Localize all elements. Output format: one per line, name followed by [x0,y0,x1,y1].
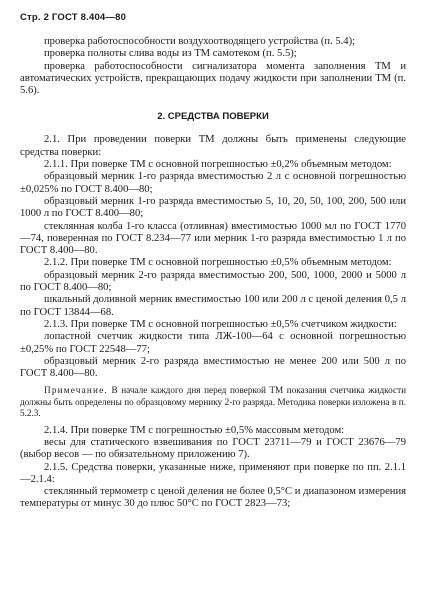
paragraph: образцовый мерник 2-го разряда вместимостью 200, 500, 1000, 2000 и 5000 л по ГОСТ 8.400—80; [20,269,406,294]
note-text: В начале каждого дня перед поверкой ТМ показания счетчика жидкости должны быть определены по образцовому мернику 2-го разряда. Методика поверки изложена в п. 5.2.3. [20,385,406,419]
paragraph: весы для статического взвешивания по ГОСТ 23711—79 и ГОСТ 23676—79 (выбор весов — по обязательному приложению 7). [20,436,406,461]
paragraph: проверка работоспособности сигнализатора момента заполнения ТМ и автоматических устройств, прекращающих подачу жидкости при заполнении ТМ (п. 5.6). [20,60,406,97]
paragraph: 2.1.5. Средства поверки, указанные ниже, применяют при поверке по пп. 2.1.1—2.1.4: [20,461,406,485]
paragraph: 2.1.4. При поверке ТМ с погрешностью ±0,5% массовым методом: [44,424,345,436]
note-label: Примечание. [44,385,108,396]
paragraph: проверка полноты слива воды из ТМ самотеком (п. 5.5); [44,48,297,60]
paragraph: образцовый мерник 1-го разряда вместимостью 2 л с основной погрешностью ±0,025% по ГОСТ 8.400—80; [20,171,406,195]
paragraph: образцовый мерник 2-го разряда вместимостью не менее 200 или 500 л по ГОСТ 8.400—80. [20,355,406,380]
paragraph: стеклянный термометр с ценой деления не более 0,5°С и диапазоном измерения температуры от минус 30 до плюс 50°С по ГОСТ 2823—73; [20,486,406,510]
paragraph: 2.1. При проведении поверки ТМ должны быть применены следующие средства поверки: [20,134,406,158]
paragraph: образцовый мерник 1-го разряда вместимостью 5, 10, 20, 50, 100, 200, 500 или 1000 л по ГОСТ 8.400—80; [20,195,406,220]
page-header: Стр. 2 ГОСТ 8.404—80 [20,12,127,23]
paragraph: 2.1.2. При поверке ТМ с основной погрешностью ±0,5% объемным методом: [44,257,392,269]
paragraph: 2.1.3. При поверке ТМ с основной погрешностью ±0,5% счетчиком жидкости: [44,318,397,330]
paragraph: шкальный доливной мерник вместимостью 100 или 200 л с ценой деления 0,5 л по ГОСТ 13844—68. [20,294,406,318]
paragraph: лопастной счетчик жидкости типа ЛЖ-100—64 с основной погрешностью ±0,25% по ГОСТ 22548—77; [20,331,406,355]
section-title: 2. СРЕДСТВА ПОВЕРКИ [157,111,269,123]
paragraph: 2.1.1. При поверке ТМ с основной погрешностью ±0,2% объемным методом: [44,159,392,171]
page-content [20,36,406,511]
paragraph: проверка работоспособности воздухоотводящего устройства (п. 5.4); [44,36,356,47]
paragraph: стеклянная колба 1-го класса (отливная) вместимостью 1000 мл по ГОСТ 1770—74, поверенная по ГОСТ 8.234—77 или мерник 1-го разряда вместимостью 1 л по ГОСТ 8.400—80. [20,220,406,257]
note [20,385,406,419]
